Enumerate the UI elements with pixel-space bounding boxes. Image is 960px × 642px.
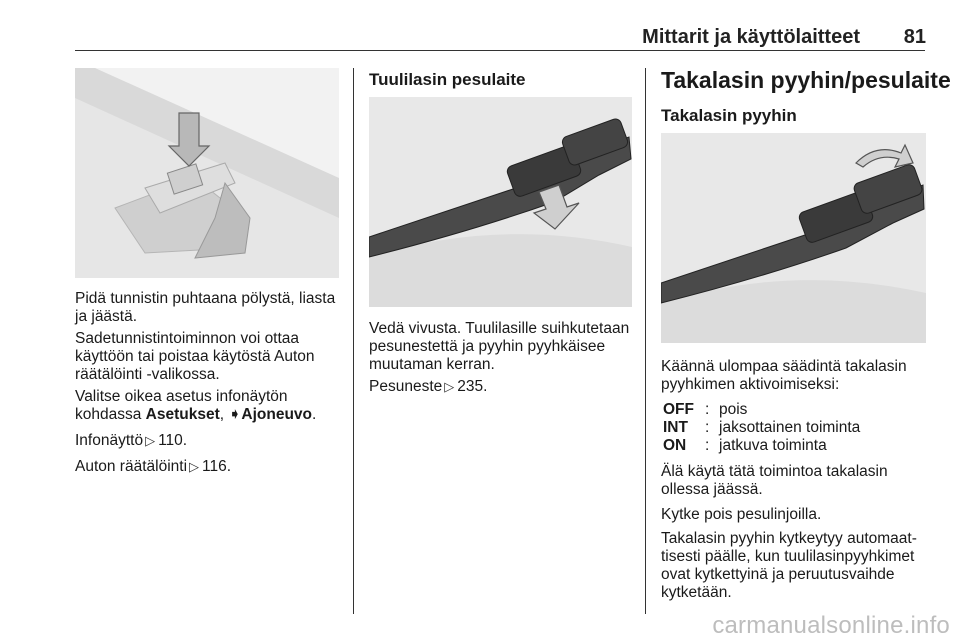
paragraph-frozen-window-warning: Älä käytä tätä toimintoa takalasin ollessa jäässä. — [661, 463, 888, 498]
reference-page: 235. — [457, 378, 488, 395]
paragraph-clean-sensor: Pidä tunnistin puhtaana pölystä, liasta ja jäästä. — [75, 290, 336, 325]
sentence-end: . — [312, 406, 317, 423]
header-rule — [75, 50, 925, 51]
page-reference-icon: ▷ — [444, 379, 455, 394]
paragraph-auto-activation: Takalasin pyyhin kytkeytyy automaattisesti päälle, kun tuulilasinpyyhkimet ovat kytkettyinä ja peruutusvaihde kytketään. — [661, 530, 917, 601]
menu-path-arrow-icon: ➧ — [228, 406, 242, 423]
menu-vehicle-label: Ajoneuvo — [241, 406, 313, 423]
reference-label: Auton räätälöinti — [75, 458, 188, 475]
rear-wiper-lever-illustration — [661, 133, 926, 343]
page-reference-icon: ▷ — [145, 433, 156, 448]
paragraph-select-setting — [75, 388, 340, 424]
definition-description: jatkuva toiminta — [719, 437, 827, 454]
watermark: carmanualsonline.info — [712, 612, 950, 639]
reference-label: Infonäyttö — [75, 432, 144, 449]
definition-description: pois — [719, 401, 748, 418]
paragraph-pull-lever: Vedä vivusta. Tuulilasille suihkutetaan pesunestettä ja pyyhin pyyhkäisee muutaman kerran. — [369, 320, 630, 373]
definition-term: ON — [663, 437, 687, 454]
column-divider-2 — [645, 68, 646, 614]
cross-reference-infodisplay[interactable] — [75, 432, 340, 450]
reference-page: 110. — [158, 432, 188, 449]
reference-page: 116. — [202, 458, 232, 475]
rain-sensor-illustration — [75, 68, 339, 278]
definition-description: jaksottainen toiminta — [719, 419, 861, 436]
menu-separator: , — [219, 406, 229, 423]
page-number: 81 — [903, 26, 926, 48]
paragraph-rotate-control: Käännä ulompaa säädintä takalasin pyyhkimen aktivoimiseksi: — [661, 358, 907, 393]
page-reference-icon: ▷ — [189, 459, 200, 474]
definition-colon: : — [705, 401, 710, 418]
definition-colon: : — [705, 437, 710, 454]
definition-term: INT — [663, 419, 688, 436]
windscreen-washer-lever-illustration — [369, 97, 632, 307]
paragraph-washer-lines: Kytke pois pesulinjoilla. — [661, 506, 822, 523]
cross-reference-customisation[interactable] — [75, 458, 340, 476]
cross-reference-washer-fluid[interactable] — [369, 378, 631, 396]
section-heading-rear-wiper-washer: Takalasin pyyhin/pesulaite — [661, 67, 951, 93]
definition-colon: : — [705, 419, 710, 436]
subheading-rear-wiper: Takalasin pyyhin — [661, 106, 797, 125]
definition-term: OFF — [663, 401, 694, 418]
section-heading-windscreen-washer: Tuulilasin pesulaite — [369, 70, 526, 89]
page-header-title: Mittarit ja käyttölaitteet — [642, 26, 860, 48]
menu-settings-label: Asetukset — [145, 406, 220, 423]
settings-intro-text: Valitse oikea asetus infonäytön kohdassa — [75, 388, 288, 423]
column-divider-1 — [353, 68, 354, 614]
reference-label: Pesuneste — [369, 378, 443, 395]
paragraph-rain-sensor-setting: Sadetunnistintoiminnon voi ottaa käyttöön tai poistaa käytöstä Auton räätälöinti -valikossa. — [75, 330, 315, 383]
